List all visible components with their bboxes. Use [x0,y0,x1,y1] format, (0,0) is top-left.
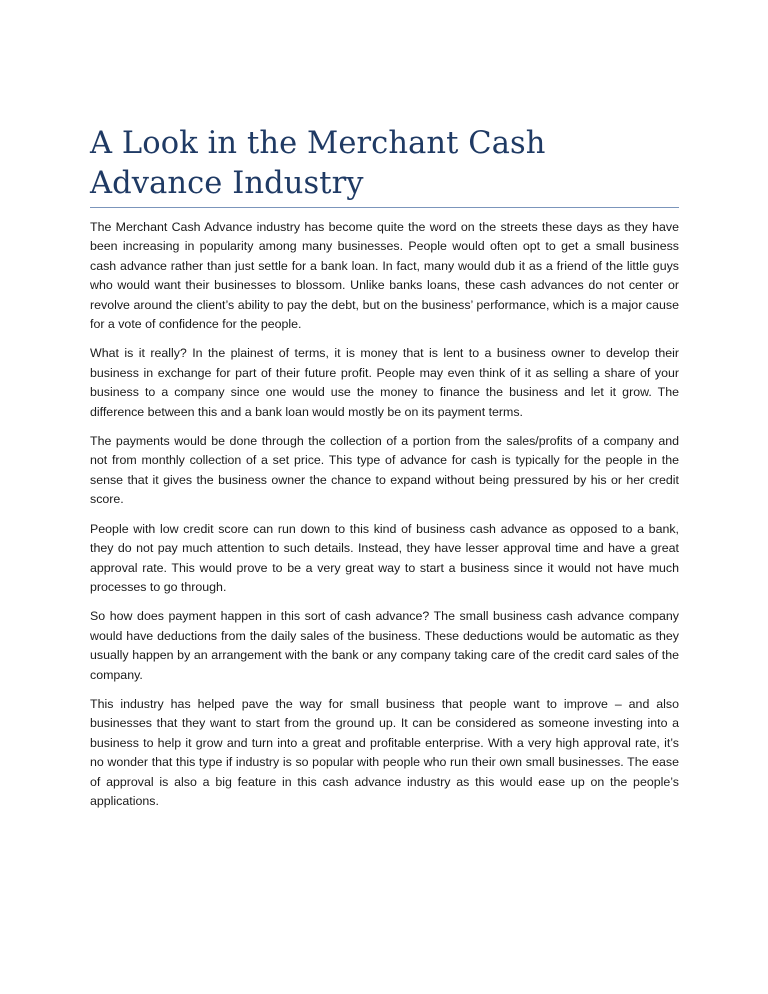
paragraph-1: The Merchant Cash Advance industry has become quite the word on the streets these days as they have been increasing in popularity among many businesses. People would often opt to get a small business cash advance rather than just settle for a bank loan. In fact, many would dub it as a friend of the little guys who would want their businesses to blossom. Unlike banks loans, these cash advances do not center or revolve around the client’s ability to pay the debt, but on the business’ performance, which is a major cause for a vote of confidence for the people. [90,220,679,332]
paragraph-6: This industry has helped pave the way for small business that people want to improve – and also businesses that they want to start from the ground up. It can be considered as someone investing into a business to help it grow and turn into a great and profitable enterprise. With a very high approval rate, it’s no wonder that this type if industry is so popular with people who run their own small businesses. The ease of approval is also a big feature in this cash advance industry as this would ease up on the people’s applications. [90,696,679,808]
paragraph-3: The payments would be done through the collection of a portion from the sales/profits of a company and not from monthly collection of a set price. This type of advance for cash is typically for the people in the sense that it gives the business owner the chance to expand without being pressured by his or her credit score. [90,434,679,507]
paragraph-4: People with low credit score can run down to this kind of business cash advance as opposed to a bank, they do not pay much attention to such details. Instead, they have lesser approval time and have a great approval rate. This would prove to be a very great way to start a business since it would not have much processes to go through. [90,521,679,594]
paragraph-2: What is it really? In the plainest of terms, it is money that is lent to a business owner to develop their business in exchange for part of their future profit. People may even think of it as selling a share of your business to a company since one would use the money to finance the business and let it grow. The difference between this and a bank loan would mostly be on its payment terms. [90,346,679,419]
page-title: A Look in the Merchant Cash Advance Industry [90,124,679,208]
document-content [90,124,679,811]
paragraph-5: So how does payment happen in this sort of cash advance? The small business cash advance company would have deductions from the daily sales of the business. These deductions would be automatic as they usually happen by an arrangement with the bank or any company taking care of the credit card sales of the company. [90,609,679,682]
